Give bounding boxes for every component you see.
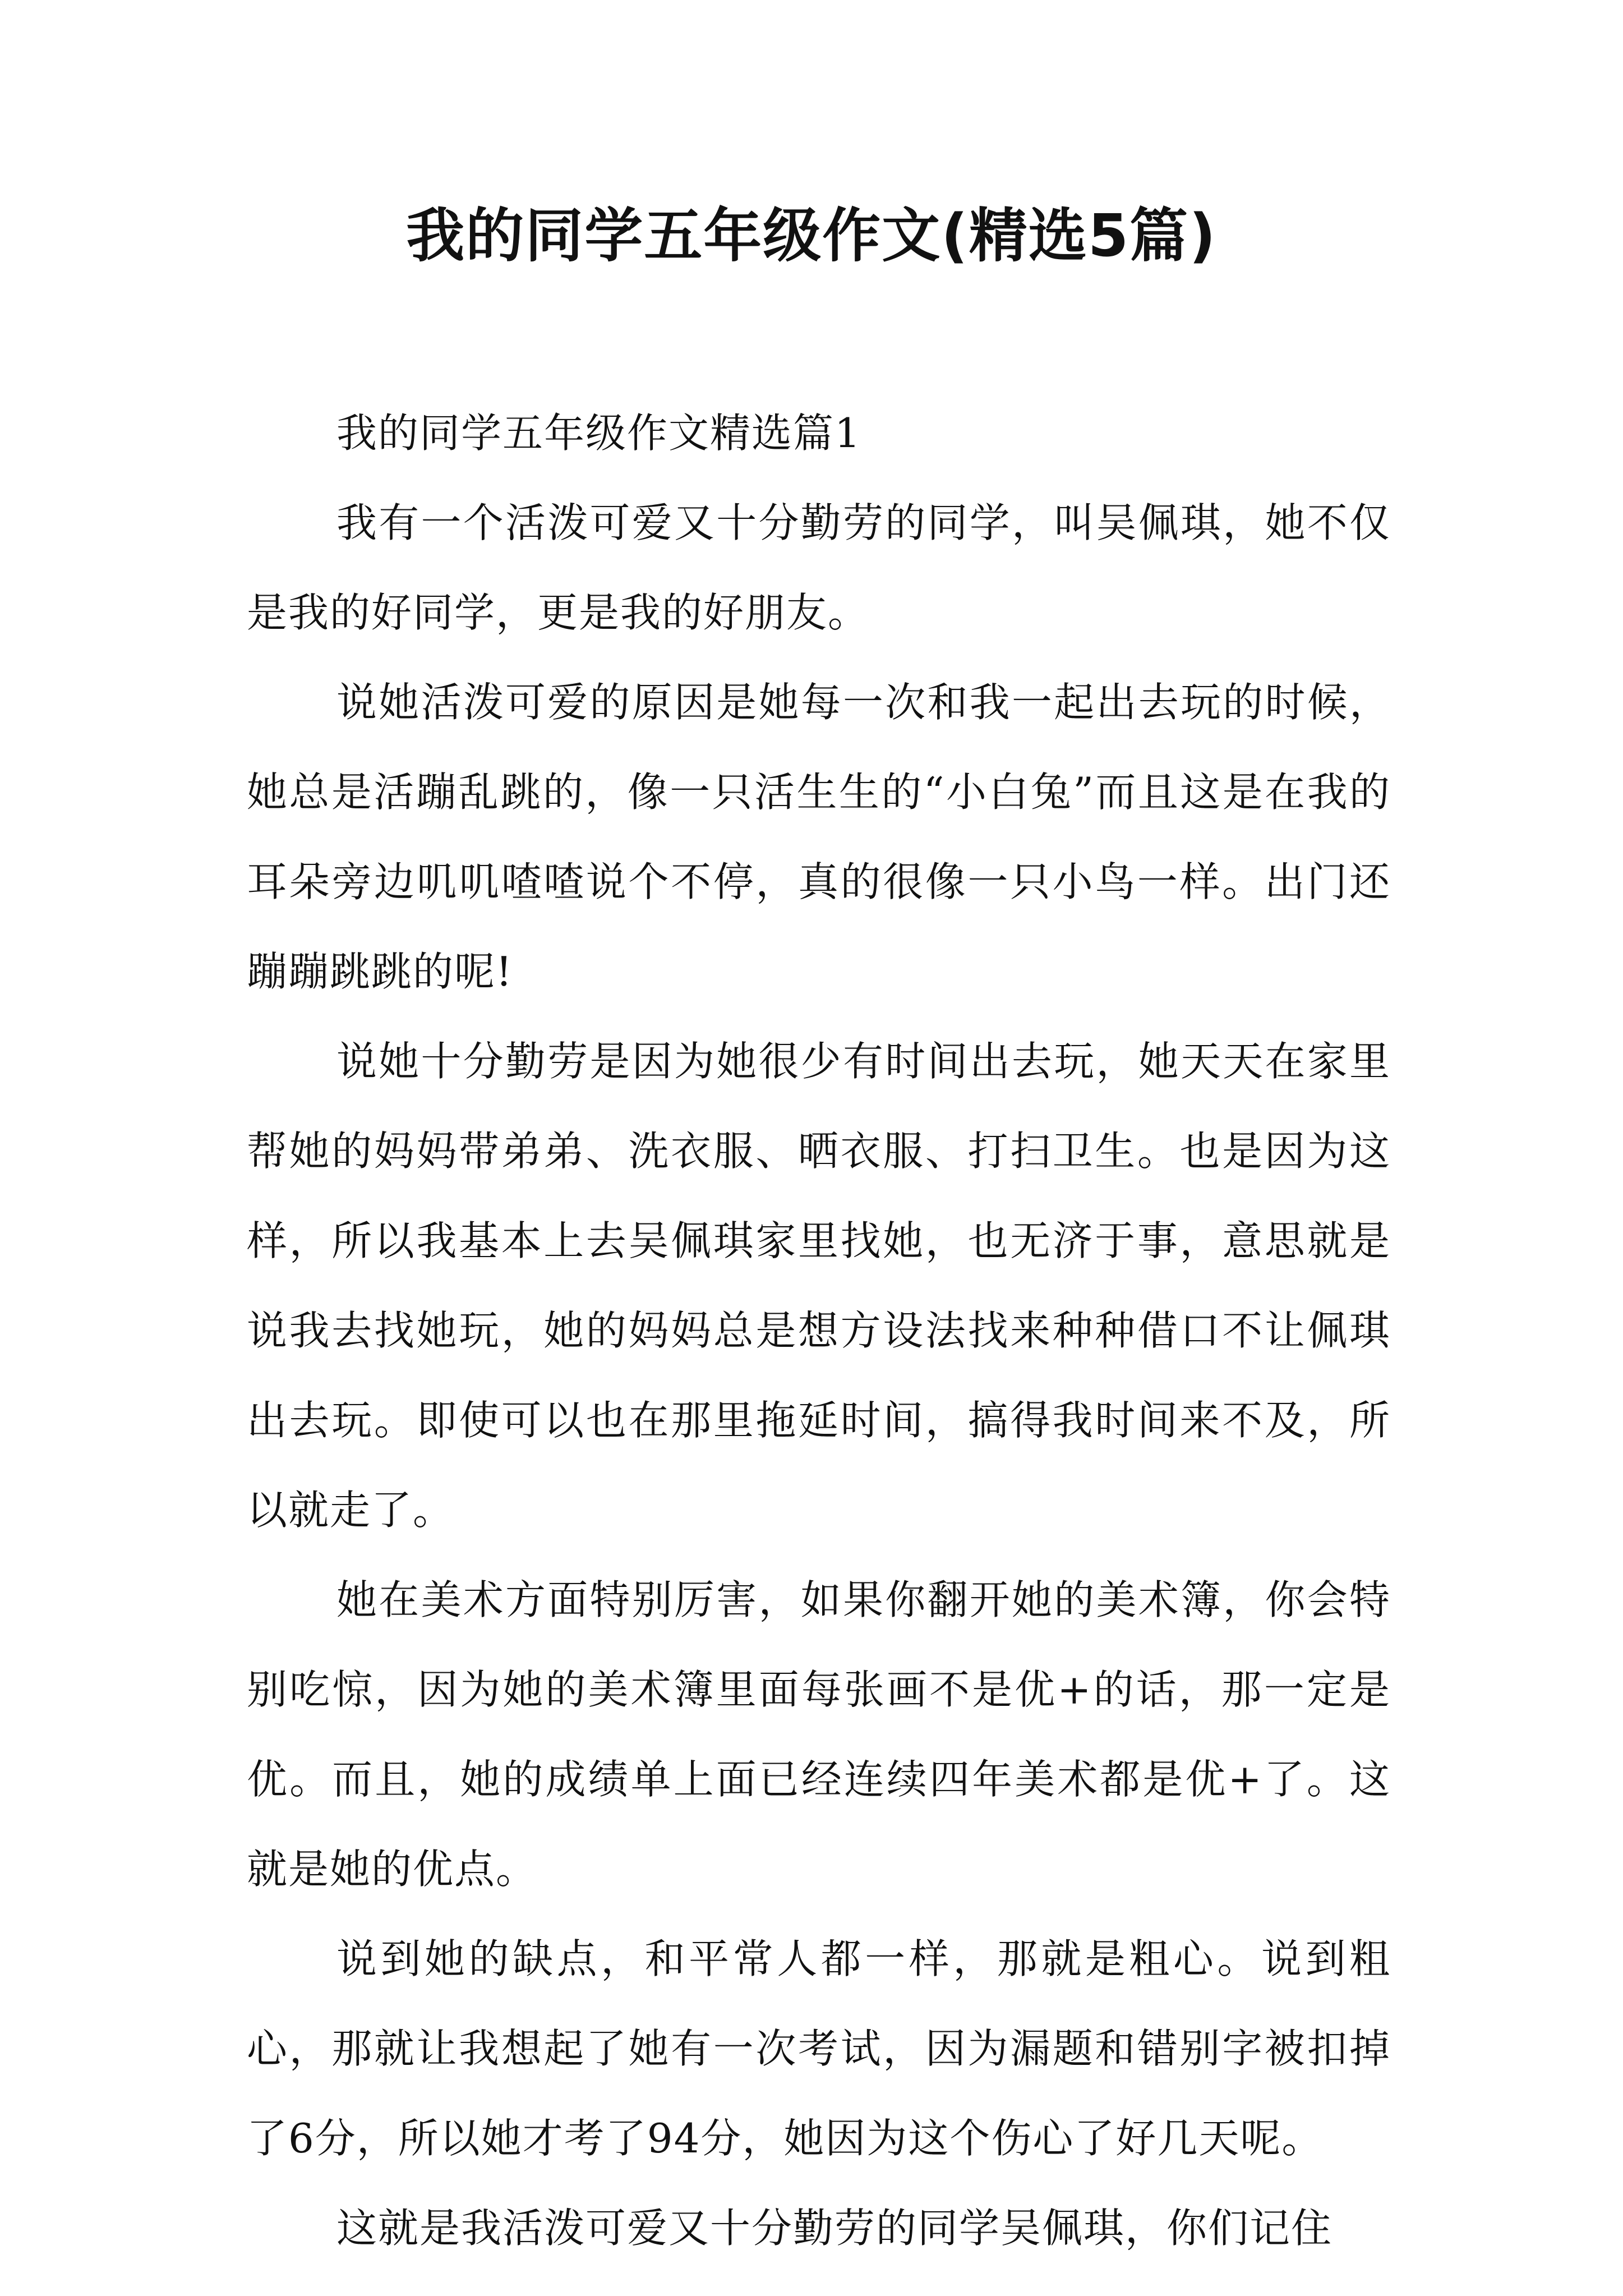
- section-heading: 我的同学五年级作文精选篇1: [336, 409, 861, 457]
- paragraph: 说她十分勤劳是因为她很少有时间出去玩，她天天在家里帮她的妈妈带弟弟、洗衣服、晒衣服、打扫卫生。也是因为这样，所以我基本上去吴佩琪家里找她，也无济于事，意思就是说我去找她玩，她的妈妈总是想方设法找来种种借口不让佩琪出去玩。即使可以也在那里拖延时间，搞得我时间来不及，所以就走了。: [247, 1038, 1391, 1534]
- paragraph: 她在美术方面特别厉害，如果你翻开她的美术簿，你会特别吃惊，因为她的美术簿里面每张画不是优+的话，那一定是优。而且，她的成绩单上面已经连续四年美术都是优+了。这就是她的优点。: [247, 1576, 1391, 1893]
- document-title: 我的同学五年级作文(精选5篇): [406, 201, 1217, 270]
- paragraph: 说到她的缺点，和平常人都一样，那就是粗心。说到粗心，那就让我想起了她有一次考试，因为漏题和错别字被扣掉了6分，所以她才考了94分，她因为这个伤心了好几天呢。: [247, 1935, 1391, 2162]
- paragraph: 说她活泼可爱的原因是她每一次和我一起出去玩的时候，她总是活蹦乱跳的，像一只活生生的“小白兔”而且这是在我的耳朵旁边叽叽喳喳说个不停，真的很像一只小鸟一样。出门还蹦蹦跳跳的呢!: [247, 679, 1391, 995]
- document-body: [247, 388, 1391, 2273]
- paragraph: 我有一个活泼可爱又十分勤劳的同学，叫吴佩琪，她不仅是我的好同学，更是我的好朋友。: [247, 499, 1391, 636]
- paragraph: 这就是我活泼可爱又十分勤劳的同学吴佩琪，你们记住: [336, 2205, 1333, 2252]
